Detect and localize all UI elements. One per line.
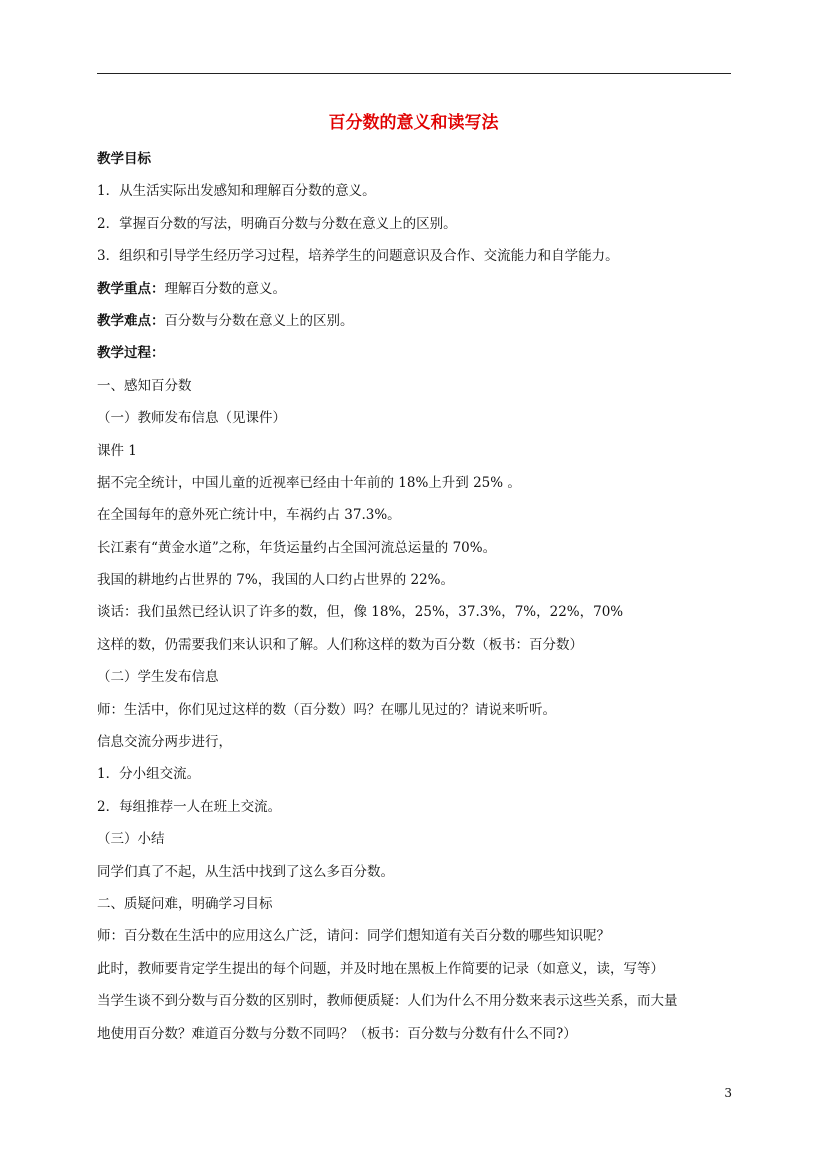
exchange-step-1: 1．分小组交流。 bbox=[97, 766, 201, 783]
key-point-text: 理解百分数的意义。 bbox=[164, 280, 286, 297]
difficult-point-label: 教学难点： bbox=[97, 312, 165, 329]
subsection-heading-3: （三）小结 bbox=[97, 831, 165, 848]
goal-item-3: 3．组织和引导学生经历学习过程，培养学生的问题意识及合作、交流能力和自学能力。 bbox=[97, 248, 619, 265]
teacher-ask-line: 师：百分数在生活中的应用这么广泛，请问：同学们想知道有关百分数的哪些知识呢？ bbox=[97, 928, 610, 945]
difficult-point bbox=[97, 310, 731, 342]
teacher-question-line-1: 当学生谈不到分数与百分数的区别时，教师便质疑：人们为什么不用分数来表示这些关系，而大量 bbox=[97, 993, 678, 1010]
page-number: 3 bbox=[724, 1086, 732, 1100]
teacher-note-line: 此时，教师要肯定学生提出的每个问题，并及时地在黑板上作简要的记录（如意义，读，写等） bbox=[97, 960, 664, 977]
talk-line-1: 谈话：我们虽然已经认识了许多的数，但，像 18%，25%，37.3%，7%，22%，70% bbox=[97, 604, 624, 621]
exchange-intro: 信息交流分两步进行， bbox=[97, 734, 232, 751]
info-line-2: 在全国每年的意外死亡统计中，车祸约占 37.3%。 bbox=[97, 507, 401, 524]
header-rule bbox=[97, 73, 731, 74]
document-title: 百分数的意义和读写法 bbox=[328, 113, 499, 133]
exchange-step-2: 2．每组推荐一人在班上交流。 bbox=[97, 798, 282, 815]
subsection-heading-1: （一）教师发布信息（见课件） bbox=[97, 410, 286, 427]
key-point bbox=[97, 278, 731, 310]
subsection-heading-2: （二）学生发布信息 bbox=[97, 669, 219, 686]
teacher-question-line-2: 地使用百分数？难道百分数与分数不同吗？（板书：百分数与分数有什么不同?） bbox=[97, 1025, 577, 1042]
process-heading: 教学过程： bbox=[97, 345, 165, 362]
summary-line: 同学们真了不起，从生活中找到了这么多百分数。 bbox=[97, 863, 394, 880]
info-line-1: 据不完全统计，中国儿童的近视率已经由十年前的 18%上升到 25% 。 bbox=[97, 474, 521, 491]
info-line-4: 我国的耕地约占世界的 7%，我国的人口约占世界的 22%。 bbox=[97, 572, 455, 589]
goal-item-2: 2．掌握百分数的写法，明确百分数与分数在意义上的区别。 bbox=[97, 215, 457, 232]
talk-line-2: 这样的数，仍需要我们来认识和了解。人们称这样的数为百分数（板书：百分数） bbox=[97, 636, 583, 653]
document-body bbox=[97, 148, 731, 1055]
goal-heading: 教学目标 bbox=[97, 151, 151, 167]
section-heading-1: 一、感知百分数 bbox=[97, 377, 192, 394]
section-heading-2: 二、质疑问难，明确学习目标 bbox=[97, 895, 273, 912]
info-line-3: 长江素有“黄金水道”之称，年货运量约占全国河流总运量的 70%。 bbox=[97, 539, 497, 556]
goal-item-1: 1．从生活实际出发感知和理解百分数的意义。 bbox=[97, 183, 376, 200]
teacher-question-line: 师：生活中，你们见过这样的数（百分数）吗？在哪儿见过的？请说来听听。 bbox=[97, 701, 556, 718]
difficult-point-text: 百分数与分数在意义上的区别。 bbox=[164, 312, 354, 329]
key-point-label: 教学重点： bbox=[97, 280, 165, 297]
courseware-label: 课件 1 bbox=[97, 442, 137, 459]
